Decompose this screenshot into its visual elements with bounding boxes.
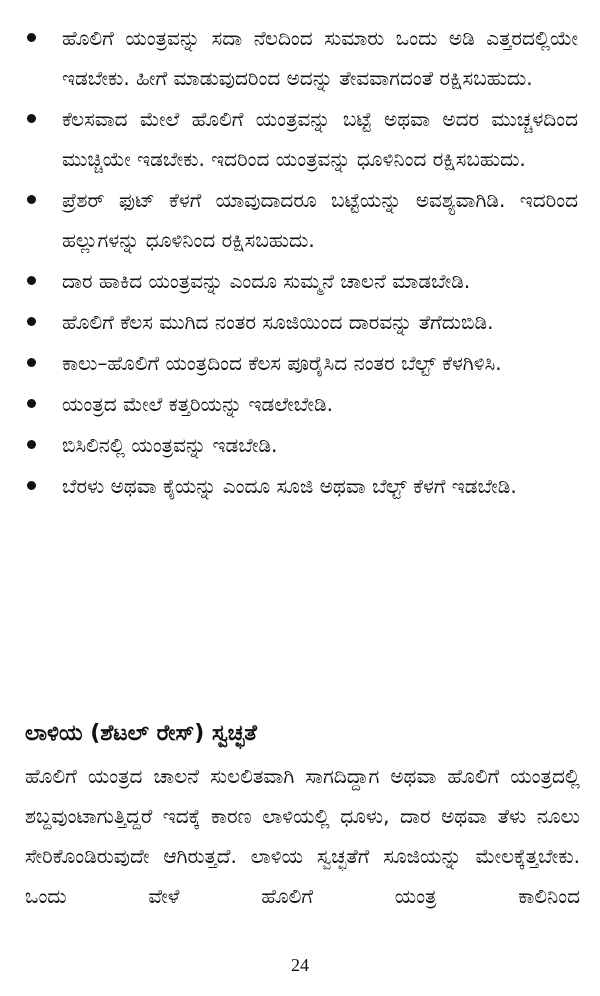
page-number: 24 <box>291 955 309 975</box>
section-paragraph: ಹೊಲಿಗೆ ಯಂತ್ರದ ಚಾಲನೆ ಸುಲಲಿತವಾಗಿ ಸಾಗದಿದ್ದಾಗ ಅಥವಾ ಹೊಲಿಗೆ ಯಂತ್ರದಲ್ಲಿ ಶಬ್ದವುಂಟಾಗುತ್ತಿದ್ದರೆ ಇದಕ್ಕೆ ಕಾರಣ ಲಾಳಿಯಲ್ಲಿ ಧೂಳು, ದಾರ ಅಥವಾ ತೆಳು ನೂಲು ಸೇರಿಕೊಂಡಿರುವುದೇ ಆಗಿರುತ್ತದೆ. ಲಾಳಿಯ ಸ್ವಚ್ಛತೆಗೆ ಸೂಜಿಯನ್ನು ಮೇಲಕ್ಕೆತ್ತಬೇಕು. ಒಂದು ವೇಳೆ ಹೊಲಿಗೆ ಯಂತ್ರ ಕಾಲಿನಿಂದ <box>25 764 580 908</box>
bullet-icon <box>27 358 36 367</box>
bullet-icon <box>27 195 36 204</box>
list-item-text: ಪ್ರೆಶರ್ ಫುಟ್ ಕೆಳಗೆ ಯಾವುದಾದರೂ ಬಟ್ಟೆಯನ್ನು ಅವಶ್ಯವಾಗಿಡಿ. ಇದರಿಂದ ಹಲ್ಲುಗಳನ್ನು ಧೂಳಿನಿಂದ ರಕ್ಷಿಸಬಹುದು. <box>62 188 578 252</box>
section-heading: ಲಾಳಿಯ (ಶೆಟಲ್ ರೇಸ್) ಸ್ವಚ್ಛತೆ <box>25 721 257 746</box>
list-item-text: ಕಾಲು–ಹೊಲಿಗೆ ಯಂತ್ರದಿಂದ ಕೆಲಸ ಪೂರೈಸಿದ ನಂತರ ಬೆಲ್ಟ್ ಕೆಳಗಿಳಿಸಿ. <box>62 351 502 375</box>
list-item-text: ಬೆರಳು ಅಥವಾ ಕೈಯನ್ನು ಎಂದೂ ಸೂಜಿ ಅಥವಾ ಬೆಲ್ಟ್ ಕೆಳಗೆ ಇಡಬೇಡಿ. <box>62 474 517 498</box>
list-item-text: ಹೊಲಿಗೆ ಕೆಲಸ ಮುಗಿದ ನಂತರ ಸೂಜಿಯಿಂದ ದಾರವನ್ನು ತೆಗೆದುಬಿಡಿ. <box>62 310 494 334</box>
bullet-icon <box>27 276 36 285</box>
bullet-icon <box>27 317 36 326</box>
list-item-text: ಕೆಲಸವಾದ ಮೇಲೆ ಹೊಲಿಗೆ ಯಂತ್ರವನ್ನು ಬಟ್ಟೆ ಅಥವಾ ಅದರ ಮುಚ್ಚಳದಿಂದ ಮುಚ್ಚಿಯೇ ಇಡಬೇಕು. ಇದರಿಂದ ಯಂತ್ರವನ್ನು ಧೂಳಿನಿಂದ ರಕ್ಷಿಸಬಹುದು. <box>62 107 578 171</box>
bullet-icon <box>27 114 36 123</box>
bullet-icon <box>27 399 36 408</box>
list-item-text: ಬಿಸಿಲಿನಲ್ಲಿ ಯಂತ್ರವನ್ನು ಇಡಬೇಡಿ. <box>62 433 278 457</box>
list-item-text: ದಾರ ಹಾಕಿದ ಯಂತ್ರವನ್ನು ಎಂದೂ ಸುಮ್ಮನೆ ಚಾಲನೆ ಮಾಡಬೇಡಿ. <box>62 269 471 293</box>
list-item <box>0 18 600 98</box>
care-instructions-list <box>0 18 600 507</box>
bullet-icon <box>27 481 36 490</box>
list-item-text: ಯಂತ್ರದ ಮೇಲೆ ಕತ್ತರಿಯನ್ನು ಇಡಲೇಬೇಡಿ. <box>62 392 333 416</box>
list-item <box>0 302 600 342</box>
bullet-icon <box>27 440 36 449</box>
list-item <box>0 261 600 301</box>
list-item <box>0 466 600 506</box>
list-item <box>0 425 600 465</box>
list-item <box>0 384 600 424</box>
list-item <box>0 180 600 260</box>
bullet-icon <box>27 33 36 42</box>
list-item <box>0 343 600 383</box>
list-item-text: ಹೊಲಿಗೆ ಯಂತ್ರವನ್ನು ಸದಾ ನೆಲದಿಂದ ಸುಮಾರು ಒಂದು ಅಡಿ ಎತ್ತರದಲ್ಲಿಯೇ ಇಡಬೇಕು. ಹೀಗೆ ಮಾಡುವುದರಿಂದ ಅದನ್ನು ತೇವವಾಗದಂತೆ ರಕ್ಷಿಸಬಹುದು. <box>62 26 578 90</box>
list-item <box>0 99 600 179</box>
